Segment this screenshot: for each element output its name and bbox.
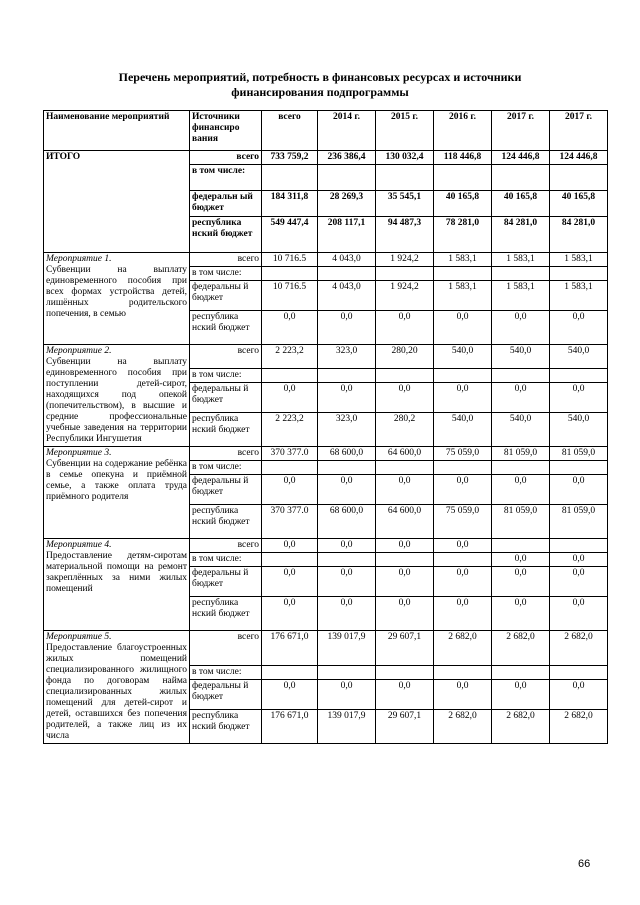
source-cell: всего <box>190 151 262 165</box>
measure-text: Субвенции на выплату единовременного пособия при всех формах устройства детей, лишённых родительского попечения, в семью <box>46 265 187 319</box>
table-row <box>44 345 608 369</box>
source-cell: республика нский бюджет <box>190 710 262 744</box>
measure-description <box>44 539 190 631</box>
value-cell <box>262 369 318 383</box>
itogo-label: ИТОГО <box>44 151 190 253</box>
value-cell <box>550 666 608 680</box>
value-cell: 35 545,1 <box>376 191 434 217</box>
value-cell: 0,0 <box>376 567 434 597</box>
measure-text: Предоставление детям-сиротам материальной помощи на ремонт закреплённых за ними жилых помещений <box>46 551 187 594</box>
source-cell: в том числе: <box>190 267 262 281</box>
value-cell: 1 583,1 <box>434 253 492 267</box>
value-cell: 208 117,1 <box>318 217 376 253</box>
value-cell <box>376 666 434 680</box>
value-cell: 130 032,4 <box>376 151 434 165</box>
value-cell: 139 017,9 <box>318 710 376 744</box>
title-line-2: финансирования подпрограммы <box>231 85 409 99</box>
source-cell: республика нский бюджет <box>190 413 262 447</box>
header-total: всего <box>262 111 318 151</box>
value-cell <box>550 369 608 383</box>
value-cell: 0,0 <box>318 539 376 553</box>
value-cell: 280,20 <box>376 345 434 369</box>
value-cell: 2 682,0 <box>492 631 550 666</box>
value-cell: 0,0 <box>262 539 318 553</box>
source-cell: всего <box>190 631 262 666</box>
value-cell: 236 386,4 <box>318 151 376 165</box>
value-cell: 28 269,3 <box>318 191 376 217</box>
value-cell: 68 600,0 <box>318 505 376 539</box>
value-cell: 84 281,0 <box>492 217 550 253</box>
value-cell: 0,0 <box>492 475 550 505</box>
value-cell <box>318 165 376 191</box>
value-cell: 124 446,8 <box>492 151 550 165</box>
value-cell: 0,0 <box>434 383 492 413</box>
value-cell: 1 583,1 <box>492 253 550 267</box>
value-cell: 549 447,4 <box>262 217 318 253</box>
value-cell: 0,0 <box>550 311 608 345</box>
value-cell <box>376 369 434 383</box>
value-cell: 0,0 <box>550 680 608 710</box>
value-cell <box>318 553 376 567</box>
value-cell: 0,0 <box>492 311 550 345</box>
source-cell: в том числе: <box>190 553 262 567</box>
value-cell: 84 281,0 <box>550 217 608 253</box>
value-cell: 1 924,2 <box>376 281 434 311</box>
value-cell: 540,0 <box>434 345 492 369</box>
value-cell: 0,0 <box>376 597 434 631</box>
value-cell: 0,0 <box>262 567 318 597</box>
value-cell <box>492 165 550 191</box>
value-cell: 540,0 <box>492 345 550 369</box>
value-cell: 1 583,1 <box>550 253 608 267</box>
value-cell: 370 377.0 <box>262 447 318 461</box>
table-row <box>44 631 608 666</box>
measure-description <box>44 631 190 744</box>
measure-label: Мероприятие 3. <box>46 448 112 458</box>
value-cell: 40 165,8 <box>492 191 550 217</box>
source-cell: республика нский бюджет <box>190 217 262 253</box>
value-cell <box>262 267 318 281</box>
source-cell: всего <box>190 345 262 369</box>
value-cell <box>262 461 318 475</box>
source-cell: федеральны й бюджет <box>190 680 262 710</box>
value-cell: 0,0 <box>492 553 550 567</box>
value-cell: 0,0 <box>376 311 434 345</box>
source-cell: всего <box>190 447 262 461</box>
value-cell: 0,0 <box>434 597 492 631</box>
value-cell: 139 017,9 <box>318 631 376 666</box>
value-cell <box>434 666 492 680</box>
value-cell: 323,0 <box>318 413 376 447</box>
value-cell: 0,0 <box>434 475 492 505</box>
source-cell: всего <box>190 539 262 553</box>
value-cell: 0,0 <box>262 597 318 631</box>
value-cell: 1 583,1 <box>492 281 550 311</box>
source-cell: федеральны й бюджет <box>190 281 262 311</box>
source-cell: федеральны й бюджет <box>190 475 262 505</box>
value-cell <box>376 267 434 281</box>
source-cell: в том числе: <box>190 165 262 191</box>
value-cell: 0,0 <box>492 680 550 710</box>
table-row <box>44 253 608 267</box>
value-cell: 2 682,0 <box>492 710 550 744</box>
value-cell <box>318 369 376 383</box>
measures-body <box>44 253 608 744</box>
value-cell <box>434 267 492 281</box>
value-cell: 10 716.5 <box>262 253 318 267</box>
value-cell: 0,0 <box>262 311 318 345</box>
value-cell: 40 165,8 <box>550 191 608 217</box>
value-cell: 0,0 <box>434 680 492 710</box>
source-cell: в том числе: <box>190 461 262 475</box>
value-cell: 540,0 <box>550 413 608 447</box>
value-cell <box>550 165 608 191</box>
value-cell: 0,0 <box>550 597 608 631</box>
value-cell: 1 924,2 <box>376 253 434 267</box>
header-2016: 2016 г. <box>434 111 492 151</box>
table-row <box>44 447 608 461</box>
measure-description <box>44 345 190 447</box>
source-cell: республика нский бюджет <box>190 597 262 631</box>
value-cell: 10 716.5 <box>262 281 318 311</box>
header-source: Источники финансиро вания <box>190 111 262 151</box>
measure-description <box>44 253 190 345</box>
value-cell: 64 600,0 <box>376 447 434 461</box>
value-cell: 81 059,0 <box>492 447 550 461</box>
value-cell: 81 059,0 <box>550 505 608 539</box>
value-cell: 0,0 <box>376 475 434 505</box>
table-row <box>44 151 608 165</box>
source-cell: федеральны й бюджет <box>190 383 262 413</box>
header-2014: 2014 г. <box>318 111 376 151</box>
value-cell <box>318 461 376 475</box>
document-title <box>50 70 590 100</box>
source-cell: федеральн ый бюджет <box>190 191 262 217</box>
source-cell: всего <box>190 253 262 267</box>
page-number: 66 <box>578 858 591 870</box>
value-cell: 2 223,2 <box>262 413 318 447</box>
value-cell: 280,2 <box>376 413 434 447</box>
value-cell: 0,0 <box>434 567 492 597</box>
value-cell: 75 059,0 <box>434 447 492 461</box>
funding-table <box>43 110 608 744</box>
value-cell <box>376 461 434 475</box>
value-cell: 81 059,0 <box>492 505 550 539</box>
value-cell: 733 759,2 <box>262 151 318 165</box>
value-cell: 78 281,0 <box>434 217 492 253</box>
value-cell <box>434 461 492 475</box>
value-cell: 0,0 <box>262 383 318 413</box>
value-cell: 176 671,0 <box>262 710 318 744</box>
value-cell <box>434 553 492 567</box>
measure-label: Мероприятие 2. <box>46 346 112 356</box>
header-2017a: 2017 г. <box>492 111 550 151</box>
table-row <box>44 539 608 553</box>
value-cell: 0,0 <box>550 553 608 567</box>
value-cell: 1 583,1 <box>550 281 608 311</box>
measure-text: Предоставление благоустроенных жилых помещений специализированного жилищного фонда по договорам найма специализированных жилых помещений для детей-сирот и детей, оставшихся без попечения родителей, а также лиц из их числа <box>46 643 187 741</box>
source-cell: республика нский бюджет <box>190 311 262 345</box>
value-cell: 1 583,1 <box>434 281 492 311</box>
value-cell: 323,0 <box>318 345 376 369</box>
value-cell: 94 487,3 <box>376 217 434 253</box>
value-cell: 540,0 <box>434 413 492 447</box>
value-cell: 2 682,0 <box>550 710 608 744</box>
measure-description <box>44 447 190 539</box>
value-cell: 0,0 <box>318 597 376 631</box>
value-cell <box>262 553 318 567</box>
value-cell <box>550 539 608 553</box>
value-cell: 540,0 <box>492 413 550 447</box>
value-cell <box>434 165 492 191</box>
value-cell: 0,0 <box>434 311 492 345</box>
value-cell: 4 043,0 <box>318 253 376 267</box>
value-cell: 124 446,8 <box>550 151 608 165</box>
value-cell: 370 377.0 <box>262 505 318 539</box>
value-cell: 64 600,0 <box>376 505 434 539</box>
value-cell <box>492 461 550 475</box>
value-cell: 176 671,0 <box>262 631 318 666</box>
value-cell: 0,0 <box>492 383 550 413</box>
value-cell: 0,0 <box>550 475 608 505</box>
value-cell <box>376 165 434 191</box>
value-cell <box>318 666 376 680</box>
value-cell <box>376 553 434 567</box>
title-line-1: Перечень мероприятий, потребность в финансовых ресурсах и источники <box>118 70 522 84</box>
measure-label: Мероприятие 5. <box>46 632 112 642</box>
measure-text: Субвенции на выплату единовременного пособия при поступлении детей-сирот, находящихся под опекой (попечительством), в высшие и средние профессиональные учебные заведения на территории Республики Ингушетия <box>46 357 187 444</box>
value-cell: 68 600,0 <box>318 447 376 461</box>
value-cell <box>492 539 550 553</box>
value-cell: 0,0 <box>550 383 608 413</box>
value-cell <box>434 369 492 383</box>
value-cell <box>550 267 608 281</box>
value-cell <box>492 666 550 680</box>
value-cell: 2 682,0 <box>434 710 492 744</box>
value-cell: 0,0 <box>318 383 376 413</box>
value-cell <box>550 461 608 475</box>
source-cell: республика нский бюджет <box>190 505 262 539</box>
value-cell: 0,0 <box>318 311 376 345</box>
value-cell: 0,0 <box>550 567 608 597</box>
header-name: Наименование мероприятий <box>44 111 190 151</box>
header-2015: 2015 г. <box>376 111 434 151</box>
value-cell: 2 682,0 <box>434 631 492 666</box>
value-cell <box>492 267 550 281</box>
measure-text: Субвенции на содержание ребёнка в семье опекуна и приёмной семье, а также оплата труда приёмного родителя <box>46 459 187 502</box>
value-cell: 0,0 <box>492 567 550 597</box>
value-cell: 4 043,0 <box>318 281 376 311</box>
value-cell: 0,0 <box>376 680 434 710</box>
header-2017b: 2017 г. <box>550 111 608 151</box>
value-cell: 0,0 <box>262 680 318 710</box>
source-cell: в том числе: <box>190 369 262 383</box>
value-cell: 0,0 <box>376 383 434 413</box>
value-cell: 0,0 <box>492 597 550 631</box>
value-cell: 40 165,8 <box>434 191 492 217</box>
value-cell: 118 446,8 <box>434 151 492 165</box>
value-cell: 2 682,0 <box>550 631 608 666</box>
value-cell <box>318 267 376 281</box>
value-cell <box>492 369 550 383</box>
value-cell: 0,0 <box>376 539 434 553</box>
table-header-row <box>44 111 608 151</box>
value-cell: 0,0 <box>262 475 318 505</box>
value-cell: 0,0 <box>434 539 492 553</box>
value-cell: 540,0 <box>550 345 608 369</box>
value-cell: 0,0 <box>318 567 376 597</box>
value-cell <box>262 165 318 191</box>
value-cell: 75 059,0 <box>434 505 492 539</box>
source-cell: в том числе: <box>190 666 262 680</box>
value-cell <box>262 666 318 680</box>
value-cell: 184 311,8 <box>262 191 318 217</box>
value-cell: 0,0 <box>318 680 376 710</box>
source-cell: федеральны й бюджет <box>190 567 262 597</box>
value-cell: 81 059,0 <box>550 447 608 461</box>
value-cell: 0,0 <box>318 475 376 505</box>
value-cell: 29 607,1 <box>376 631 434 666</box>
measure-label: Мероприятие 4. <box>46 540 112 550</box>
value-cell: 29 607,1 <box>376 710 434 744</box>
value-cell: 2 223,2 <box>262 345 318 369</box>
measure-label: Мероприятие 1. <box>46 254 112 264</box>
